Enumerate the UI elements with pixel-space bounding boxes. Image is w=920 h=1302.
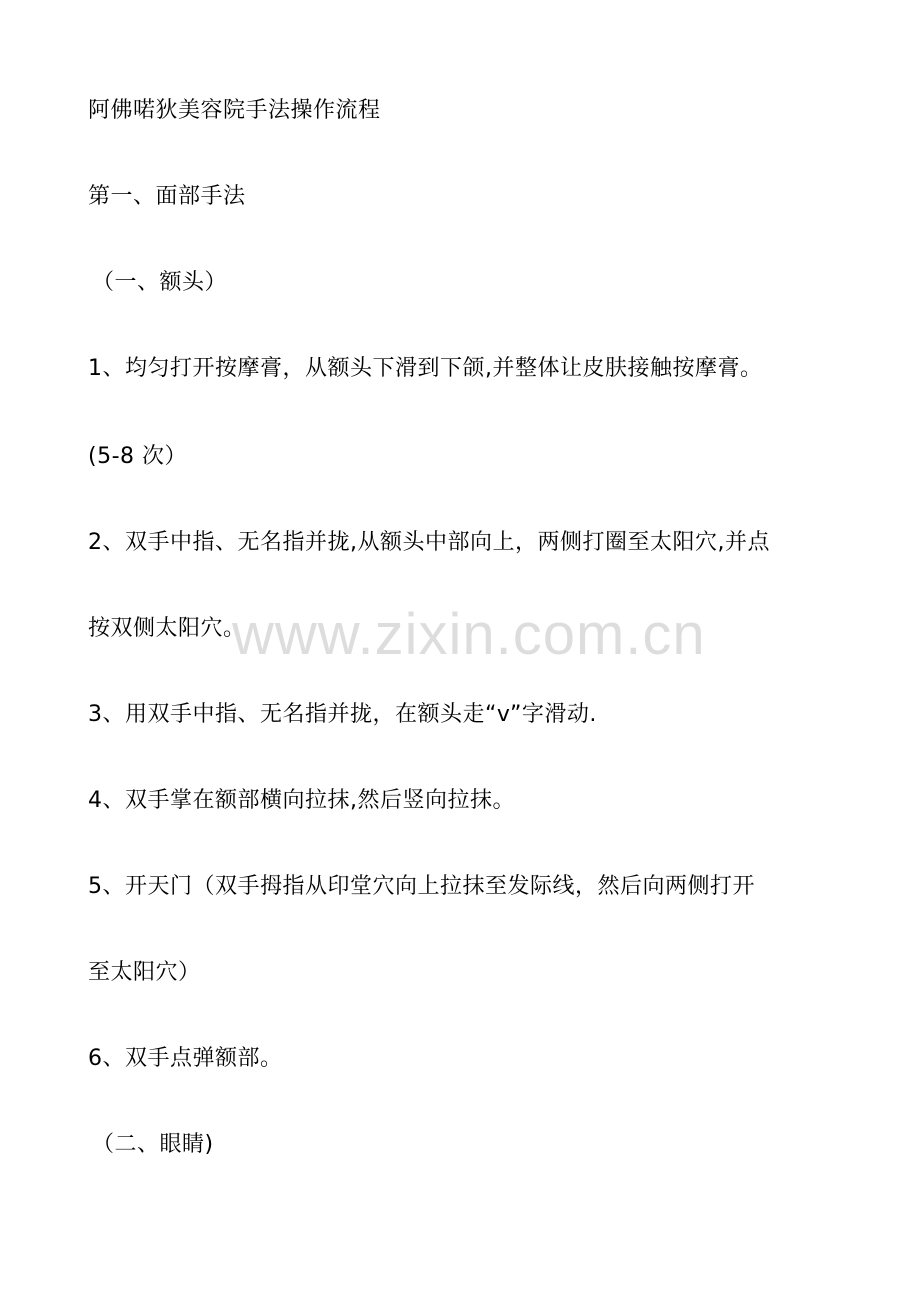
step-line: 按双侧太阳穴。 — [88, 616, 246, 641]
step-line: 6、双手点弹额部。 — [88, 1046, 283, 1071]
subsection-heading-eyes: （二、眼睛) — [92, 1132, 214, 1157]
subsection-heading-forehead: （一、额头） — [92, 270, 228, 295]
step-line: 3、用双手中指、无名指并拢，在额头走“v”字滑动. — [88, 702, 597, 727]
step-line: (5-8 次） — [88, 444, 188, 469]
section-heading: 第一、面部手法 — [88, 184, 246, 209]
step-line: 5、开天门（双手拇指从印堂穴向上拉抹至发际线，然后向两侧打开 — [88, 874, 755, 899]
step-line: 1、均匀打开按摩膏，从额头下滑到下颌,并整体让皮肤接触按摩膏。 — [88, 356, 763, 381]
watermark: www.zixin.com.cn — [232, 602, 706, 667]
step-line: 4、双手掌在额部横向拉抹,然后竖向拉抹。 — [88, 788, 515, 813]
step-line: 至太阳穴） — [88, 960, 201, 985]
step-line: 2、双手中指、无名指并拢,从额头中部向上，两侧打圈至太阳穴,并点 — [88, 530, 770, 555]
document-title: 阿佛喏狄美容院手法操作流程 — [88, 98, 381, 123]
